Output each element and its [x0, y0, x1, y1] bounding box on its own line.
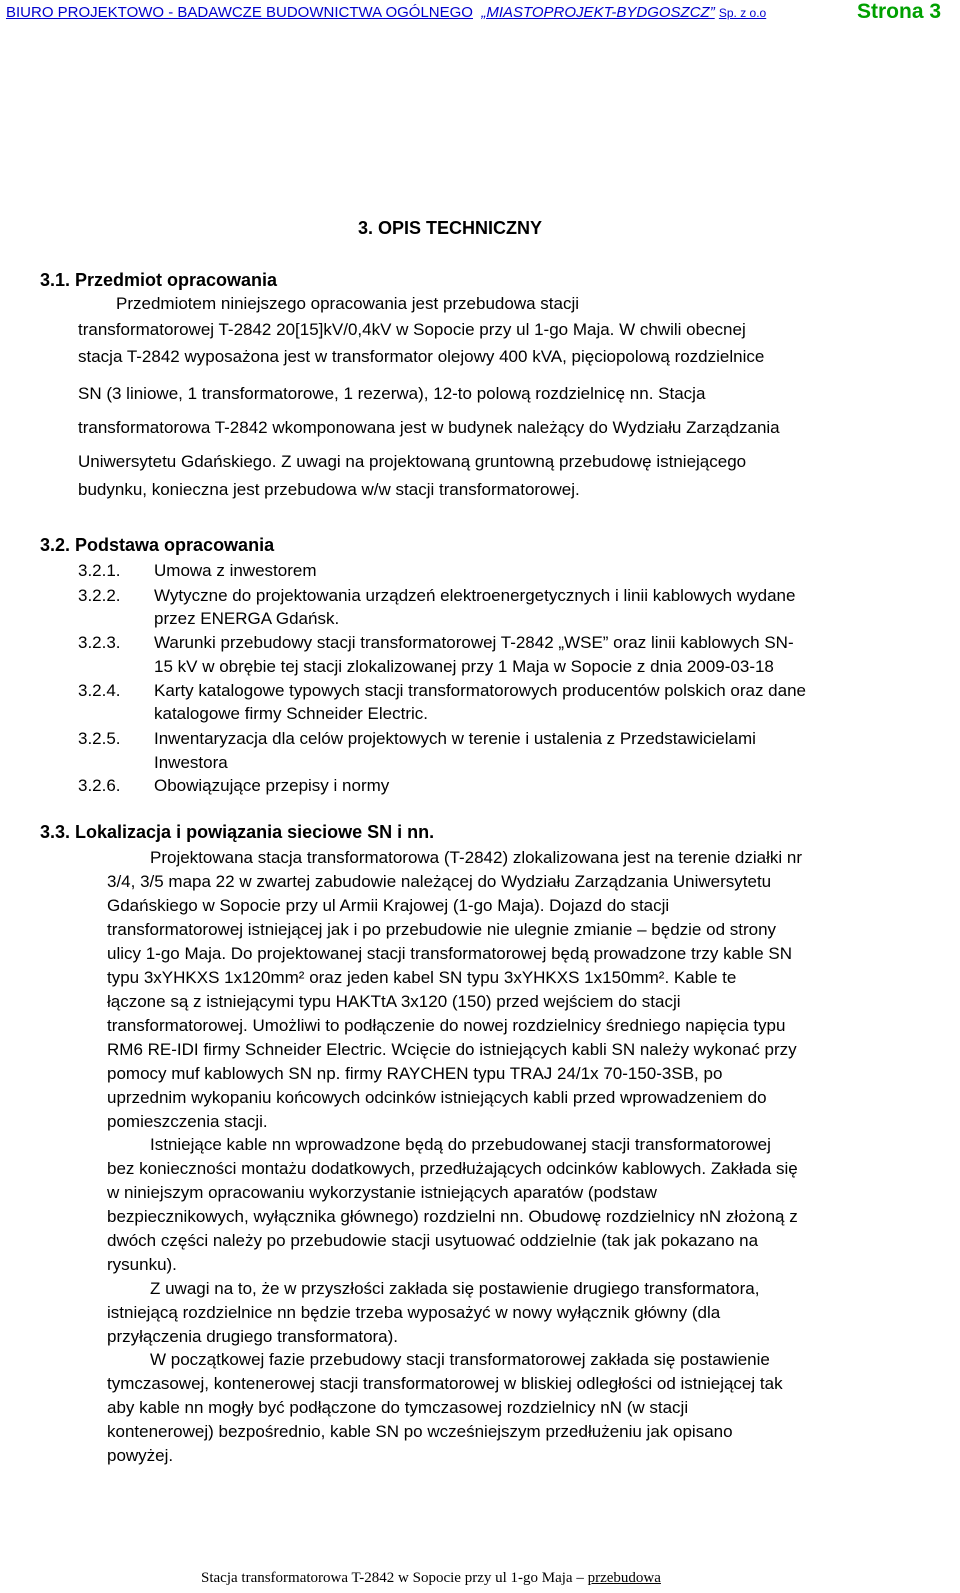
text-line: transformatorowej T-2842 20[15]kV/0,4kV w Sopocie przy ul 1-go Maja. W chwili obecnej: [78, 320, 746, 339]
text-line: rysunku).: [107, 1255, 177, 1274]
item-text: katalogowe firmy Schneider Electric.: [154, 704, 429, 723]
item-number: 3.2.4.: [78, 681, 121, 700]
text-line: pomocy muf kablowych SN np. firmy RAYCHEN typu TRAJ 24/1x 70-150-3SB, po: [107, 1064, 723, 1083]
text-line: 3/4, 3/5 mapa 22 w zwartej zabudowie należącej do Wydziału Zarządzania Uniwersytetu: [107, 872, 772, 891]
item-text: Umowa z inwestorem: [154, 561, 317, 580]
chapter-title: 3. OPIS TECHNICZNY: [358, 218, 543, 238]
footer-text: Stacja transformatorowa T-2842 w Sopocie przy ul 1-go Maja –: [201, 1570, 588, 1586]
section-heading-3-3: 3.3. Lokalizacja i powiązania sieciowe SN i nn.: [40, 822, 435, 842]
text-line: kontenerowej) bezpośrednio, kable SN po wcześniejszym przedłużeniu jak opisano: [107, 1422, 733, 1441]
text-line: stacja T-2842 wyposażona jest w transformator olejowy 400 kVA, pięciopolową rozdzielnice: [78, 347, 765, 366]
item-text: Obowiązujące przepisy i normy: [154, 776, 390, 795]
section-heading-3-1: 3.1. Przedmiot opracowania: [40, 270, 278, 290]
item-text: 15 kV w obrębie tej stacji zlokalizowanej przy 1 Maja w Sopocie z dnia 2009-03-18: [154, 657, 774, 676]
text-line: łączone są z istniejącymi typu HAKTtA 3x120 (150) przed wejściem do stacji: [107, 992, 681, 1011]
item-number: 3.2.6.: [78, 776, 121, 795]
text-line: transformatorowej. Umożliwi to podłączenie do nowej rozdzielnicy średniego napięcia typu: [107, 1016, 786, 1035]
text-line: w niniejszym opracowaniu wykorzystanie istniejących aparatów (podstaw: [107, 1183, 657, 1202]
item-text: Inwentaryzacja dla celów projektowych w terenie i ustalenia z Przedstawicielami: [154, 729, 756, 748]
text-line: pomieszczenia stacji.: [107, 1112, 268, 1131]
text-line: bez konieczności montażu dodatkowych, przedłużających odcinków kablowych. Zakłada się: [107, 1159, 798, 1178]
text-line: SN (3 liniowe, 1 transformatorowe, 1 rezerwa), 12-to polową rozdzielnicę nn. Stacja: [78, 384, 706, 403]
text-line: typu 3xYHKXS 1x120mm² oraz jeden kabel SN typu 3xYHKXS 1x150mm². Kable te: [107, 968, 737, 987]
text-line: Uniwersytetu Gdańskiego. Z uwagi na projektowaną gruntowną przebudowę istniejącego: [78, 452, 747, 471]
page-number: Strona 3: [857, 0, 942, 23]
text-line: dwóch części należy po przebudowie stacji usytuować oddzielnie (tak jak pokazano na: [107, 1231, 759, 1250]
item-text: Wytyczne do projektowania urządzeń elektroenergetycznych i linii kablowych wydane: [154, 586, 796, 605]
page-footer: [201, 1570, 661, 1587]
text-line: ulicy 1-go Maja. Do projektowanej stacji transformatorowej będą prowadzone trzy kable SN: [107, 944, 793, 963]
footer-underlined: przebudowa: [587, 1570, 661, 1586]
text-line: tymczasowej, kontenerowej stacji transformatorowej w bliskiej odległości od istniejącej tak: [107, 1374, 783, 1393]
text-line: budynku, konieczna jest przebudowa w/w stacji transformatorowej.: [78, 480, 580, 499]
item-number: 3.2.1.: [78, 561, 121, 580]
text-line: bezpiecznikowych, wyłącznika głównego) rozdzielni nn. Obudowę rozdzielnicy nN złożoną z: [107, 1207, 798, 1226]
section-heading-3-2: 3.2. Podstawa opracowania: [40, 535, 275, 555]
text-line: transformatorowej istniejącej jak i po przebudowie nie ulegnie zmianie – będzie od strony: [107, 920, 777, 939]
header-company: „MIASTOPROJEKT-BYDGOSZCZ”: [481, 4, 715, 21]
text-line: powyżej.: [107, 1446, 174, 1465]
item-number: 3.2.2.: [78, 586, 121, 605]
text-line: aby kable nn mogły być podłączone do tymczasowej rozdzielnicy nN (w stacji: [107, 1398, 689, 1417]
text-line: Istniejące kable nn wprowadzone będą do przebudowanej stacji transformatorowej: [150, 1135, 771, 1154]
text-line: istniejącą rozdzielnice nn będzie trzeba wyposażyć w nowy wyłącznik główny (dla: [107, 1303, 721, 1322]
item-text: Inwestora: [154, 753, 228, 772]
item-number: 3.2.5.: [78, 729, 121, 748]
item-text: Warunki przebudowy stacji transformatorowej T-2842 „WSE” oraz linii kablowych SN-: [154, 633, 794, 652]
item-text: przez ENERGA Gdańsk.: [154, 609, 340, 628]
header-legal: Sp. z o.o: [718, 6, 767, 20]
item-text: Karty katalogowe typowych stacji transformatorowych producentów polskich oraz dane: [154, 681, 806, 700]
text-line: Projektowana stacja transformatorowa (T-2842) zlokalizowana jest na terenie działki nr: [150, 848, 802, 867]
header-office: BIURO PROJEKTOWO - BADAWCZE BUDOWNICTWA OGÓLNEGO: [6, 4, 473, 21]
text-line: transformatorowa T-2842 wkomponowana jest w budynek należący do Wydziału Zarządzania: [78, 418, 780, 437]
text-line: Gdańskiego w Sopocie przy ul Armii Krajowej (1-go Maja). Dojazd do stacji: [107, 896, 670, 915]
text-line: Z uwagi na to, że w przyszłości zakłada się postawienie drugiego transformatora,: [150, 1279, 760, 1298]
text-line: Przedmiotem niniejszego opracowania jest przebudowa stacji: [116, 294, 580, 313]
text-line: W początkowej fazie przebudowy stacji transformatorowej zakłada się postawienie: [150, 1350, 770, 1369]
text-line: przyłączenia drugiego transformatora).: [107, 1327, 399, 1346]
text-line: RM6 RE-IDI firmy Schneider Electric. Wcięcie do istniejących kabli SN należy wykonać przy: [107, 1040, 797, 1059]
text-line: uprzednim wykopaniu końcowych odcinków istniejących kabli przed wprowadzeniem do: [107, 1088, 767, 1107]
item-number: 3.2.3.: [78, 633, 121, 652]
page-header: [6, 4, 766, 21]
